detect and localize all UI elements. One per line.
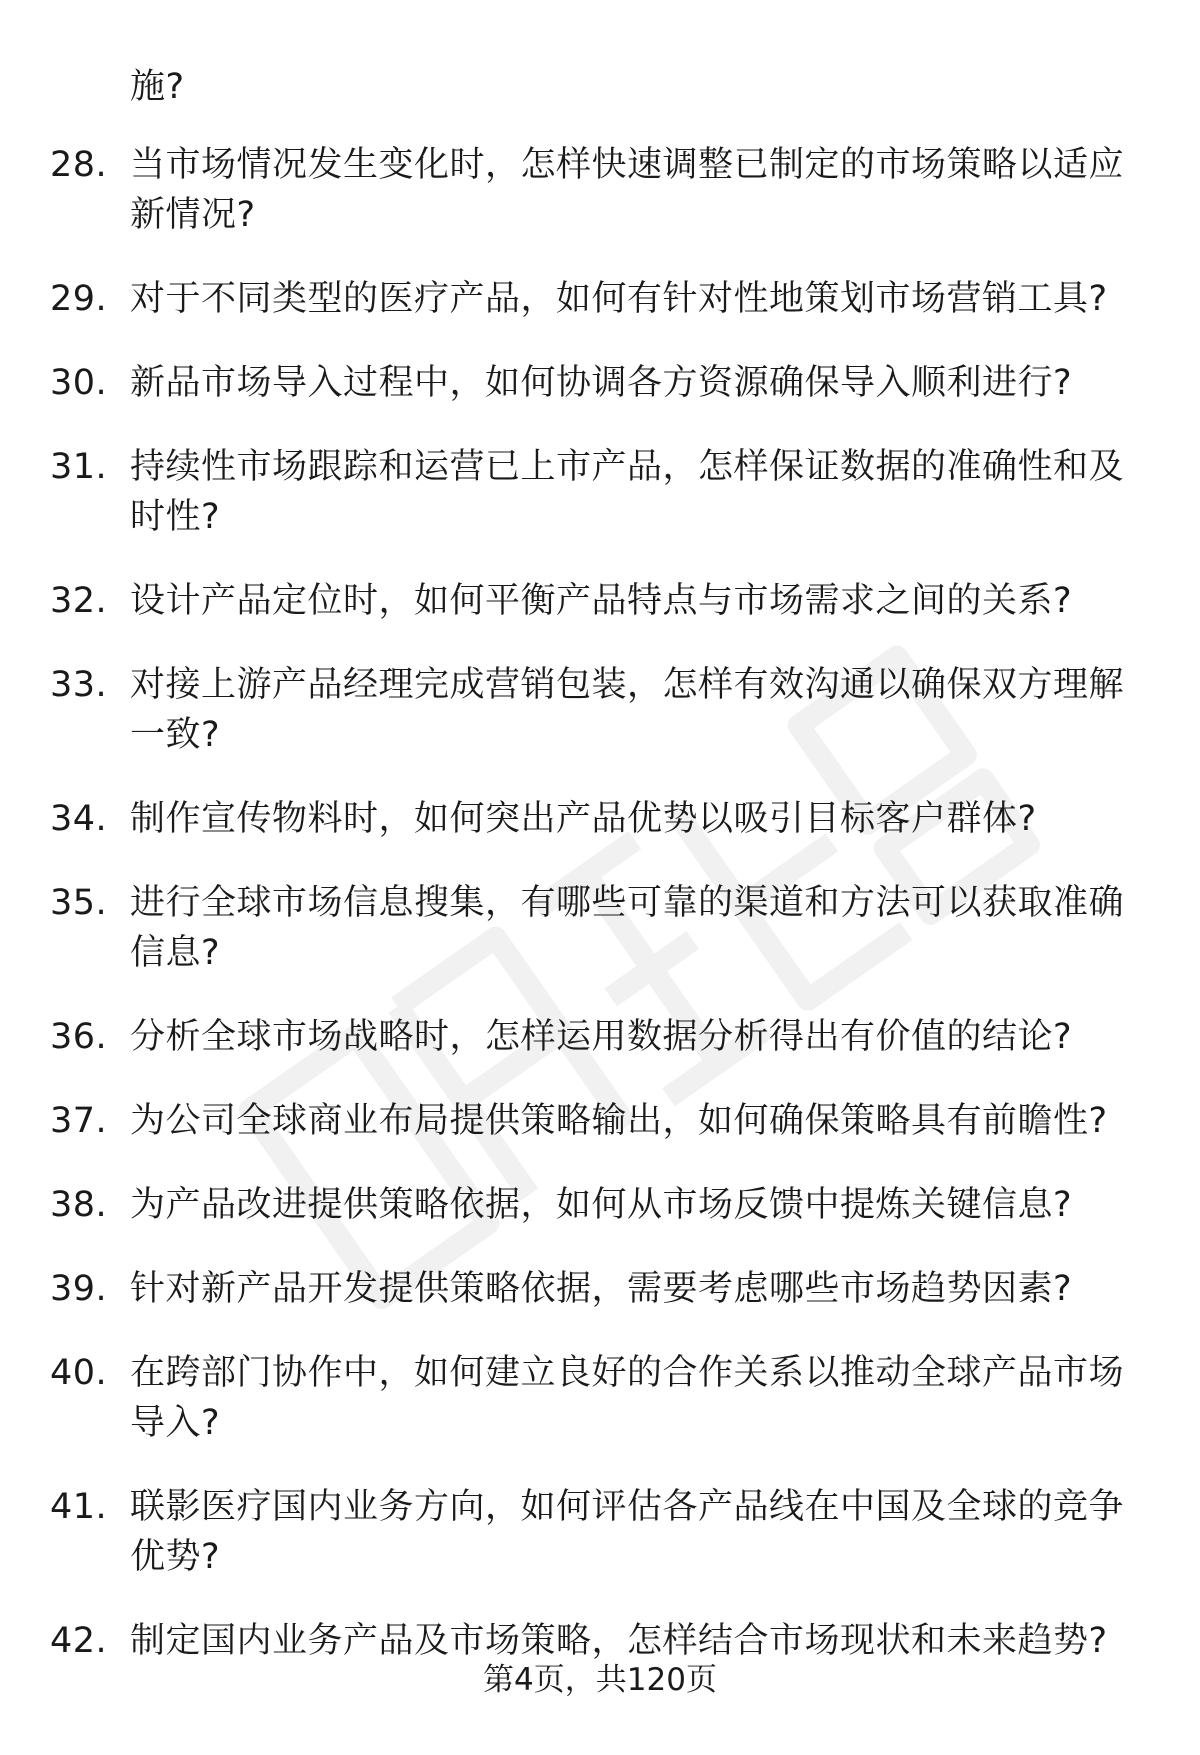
list-item <box>0 1180 1200 1230</box>
item-text: 制作宣传物料时，如何突出产品优势以吸引目标客户群体? <box>130 799 1037 839</box>
item-text: 在跨部门协作中，如何建立良好的合作关系以推动全球产品市场导入? <box>130 1353 1125 1443</box>
item-number: 30. <box>50 363 108 403</box>
item-text: 联影医疗国内业务方向，如何评估各产品线在中国及全球的竞争优势? <box>130 1487 1125 1577</box>
item-text: 为产品改进提供策略依据，如何从市场反馈中提炼关键信息? <box>130 1185 1073 1225</box>
question-list <box>0 140 1200 1700</box>
item-number: 41. <box>50 1487 108 1527</box>
continuation-text: 施? <box>130 67 185 107</box>
item-text: 对于不同类型的医疗产品，如何有针对性地策划市场营销工具? <box>130 279 1108 319</box>
list-item <box>0 878 1200 978</box>
list-item <box>0 660 1200 760</box>
item-number: 38. <box>50 1185 108 1225</box>
list-item <box>0 140 1200 240</box>
list-item <box>0 358 1200 408</box>
item-text: 为公司全球商业布局提供策略输出，如何确保策略具有前瞻性? <box>130 1101 1108 1141</box>
list-item <box>0 576 1200 626</box>
item-number: 39. <box>50 1269 108 1309</box>
list-item <box>0 1096 1200 1146</box>
item-text: 分析全球市场战略时，怎样运用数据分析得出有价值的结论? <box>130 1017 1073 1057</box>
item-text: 进行全球市场信息搜集，有哪些可靠的渠道和方法可以获取准确信息? <box>130 883 1125 973</box>
list-item <box>0 1482 1200 1582</box>
page-footer: 第4页，共120页 <box>483 1662 717 1698</box>
item-text: 针对新产品开发提供策略依据，需要考虑哪些市场趋势因素? <box>130 1269 1073 1309</box>
list-item <box>0 442 1200 542</box>
item-number: 29. <box>50 279 108 319</box>
list-item <box>0 794 1200 844</box>
item-number: 31. <box>50 447 108 487</box>
item-number: 32. <box>50 581 108 621</box>
item-number: 42. <box>50 1621 108 1661</box>
item-number: 34. <box>50 799 108 839</box>
list-item <box>0 1264 1200 1314</box>
item-number: 28. <box>50 145 108 185</box>
item-text: 当市场情况发生变化时，怎样快速调整已制定的市场策略以适应新情况? <box>130 145 1125 235</box>
item-text: 对接上游产品经理完成营销包装，怎样有效沟通以确保双方理解一致? <box>130 665 1125 755</box>
item-number: 37. <box>50 1101 108 1141</box>
item-number: 36. <box>50 1017 108 1057</box>
list-item <box>0 274 1200 324</box>
item-number: 35. <box>50 883 108 923</box>
item-number: 33. <box>50 665 108 705</box>
list-item <box>0 1616 1200 1666</box>
item-text: 持续性市场跟踪和运营已上市产品，怎样保证数据的准确性和及时性? <box>130 447 1125 537</box>
list-item <box>0 1348 1200 1448</box>
item-text: 新品市场导入过程中，如何协调各方资源确保导入顺利进行? <box>130 363 1073 403</box>
item-text: 设计产品定位时，如何平衡产品特点与市场需求之间的关系? <box>130 581 1073 621</box>
item-number: 40. <box>50 1353 108 1393</box>
item-text: 制定国内业务产品及市场策略，怎样结合市场现状和未来趋势? <box>130 1621 1108 1661</box>
list-item <box>0 1012 1200 1062</box>
